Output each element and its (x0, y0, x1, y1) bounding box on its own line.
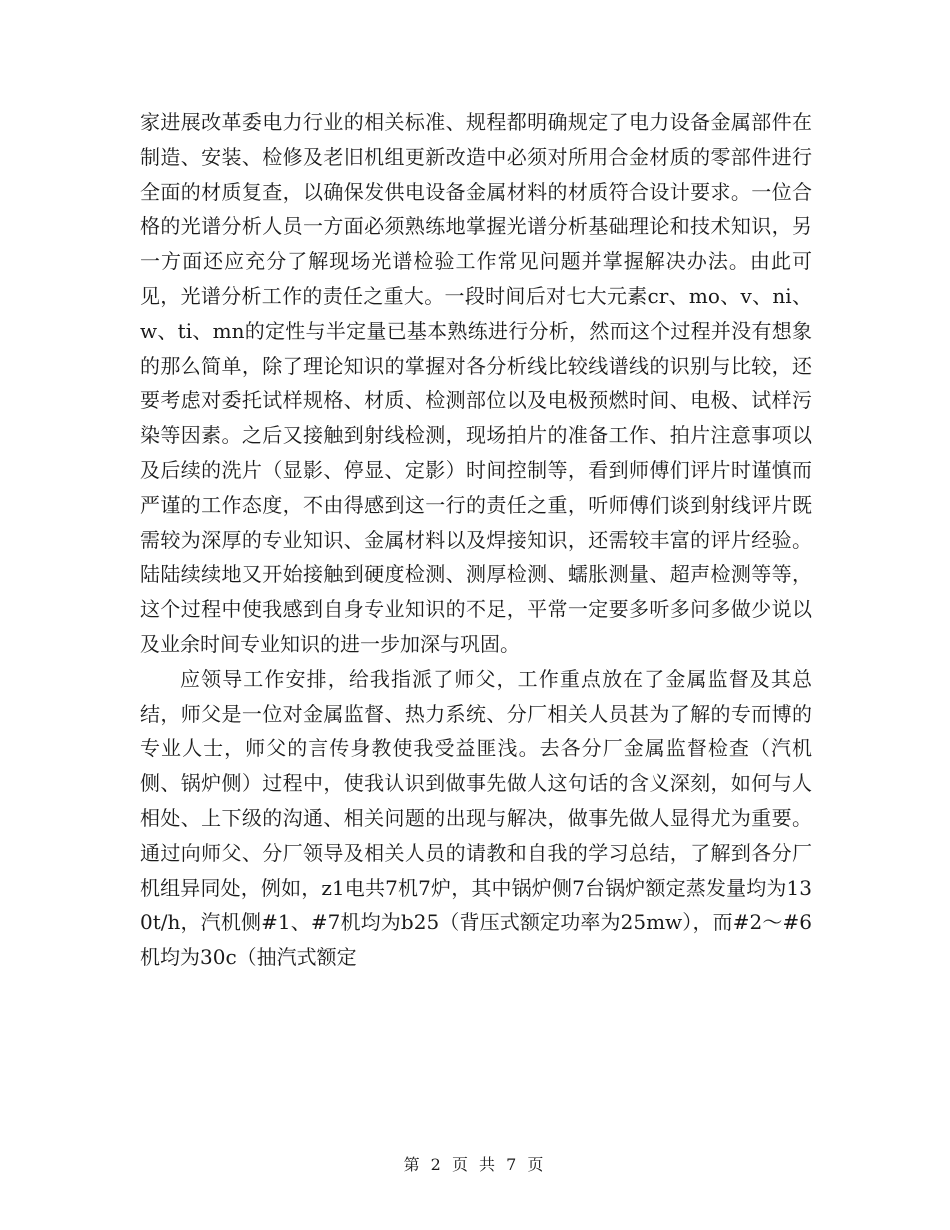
page-footer: 第 2 页 共 7 页 (403, 1155, 547, 1174)
paragraph-continued: 家进展改革委电力行业的相关标准、规程都明确规定了电力设备金属部件在制造、安装、检修及老旧机组更新改造中必须对所用合金材质的零部件进行全面的材质复查，以确保发供电设备金属材料的材质符合设计要求。一位合格的光谱分析人员一方面必须熟练地掌握光谱分析基础理论和技术知识，另一方面还应充分了解现场光谱检验工作常见问题并掌握解决办法。由此可见，光谱分析工作的责任之重大。一段时间后对七大元素cr、mo、v、ni、w、ti、mn的定性与半定量已基本熟练进行分析，然而这个过程并没有想象的那么简单，除了理论知识的掌握对各分析线比较线谱线的识别与比较，还要考虑对委托试样规格、材质、检测部位以及电极预燃时间、电极、试样污染等因素。之后又接触到射线检测，现场拍片的准备工作、拍片注意事项以及后续的洗片（显影、停显、定影）时间控制等，看到师傅们评片时谨慎而严谨的工作态度，不由得感到这一行的责任之重，听师傅们谈到射线评片既需较为深厚的专业知识、金属材料以及焊接知识，还需较丰富的评片经验。陆陆续续地又开始接触到硬度检测、测厚检测、蠕胀测量、超声检测等等，这个过程中使我感到自身专业知识的不足，平常一定要多听多问多做少说以及业余时间专业知识的进一步加深与巩固。 (140, 110, 812, 656)
paragraph-mentor: 应领导工作安排，给我指派了师父，工作重点放在了金属监督及其总结，师父是一位对金属监督、热力系统、分厂相关人员甚为了解的专而博的专业人士，师父的言传身教使我受益匪浅。去各分厂金属监督检查（汽机侧、锅炉侧）过程中，使我认识到做事先做人这句话的含义深刻，如何与人相处、上下级的沟通、相关问题的出现与解决，做事先做人显得尤为重要。通过向师父、分厂领导及相关人员的请教和自我的学习总结，了解到各分厂机组异同处，例如，z1电共7机7炉，其中锅炉侧7台锅炉额定蒸发量均为130t/h，汽机侧#1、#7机均为b25（背压式额定功率为25mw），而#2～#6机均为30c（抽汽式额定 (140, 666, 812, 970)
body-text (140, 105, 812, 975)
